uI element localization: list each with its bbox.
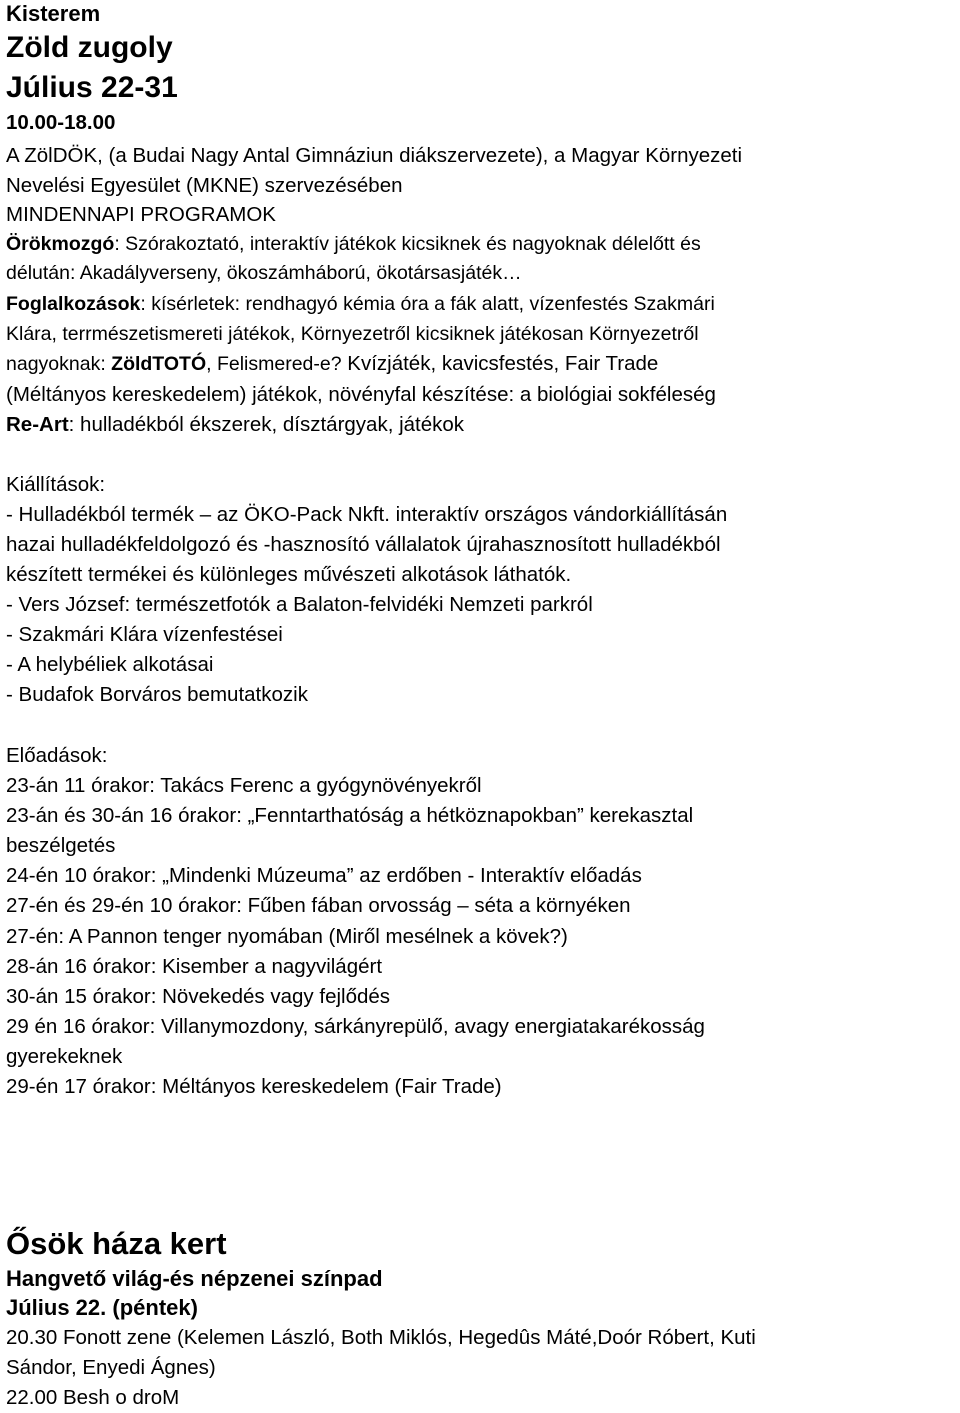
section-date: Július 22-31 xyxy=(6,71,178,104)
reart-label: Re-Art xyxy=(6,413,69,436)
reart-line xyxy=(6,410,464,440)
orokmozgo-line: délután: Akadályverseny, ökoszámháború, ökotársasjáték… xyxy=(6,262,522,284)
foglalkozasok-text: : kísérletek: rendhagyó kémia óra a fák alatt, vízenfestés Szakmári xyxy=(140,293,715,315)
foglalkozasok-label: Foglalkozások xyxy=(6,293,141,315)
kiallitas-line: - A helybéliek alkotásai xyxy=(6,653,214,676)
eloadas-line: beszélgetés xyxy=(6,834,116,857)
orokmozgo-text: : Szórakoztató, interaktív játékok kicsiknek és nagyoknak délelőtt és xyxy=(114,233,701,255)
program-line: 22.00 Besh o droM xyxy=(6,1386,180,1409)
eloadas-line: 29-én 17 órakor: Méltányos kereskedelem (Fair Trade) xyxy=(6,1075,502,1098)
intro-line: Nevelési Egyesület (MKNE) szervezésében xyxy=(6,174,403,197)
reart-text: : hulladékból ékszerek, dísztárgyak, játékok xyxy=(68,413,465,436)
kiallitas-line: - Hulladékból termék – az ÖKO-Pack Nkft. interaktív országos vándorkiállításán xyxy=(6,503,728,526)
eloadas-line: 23-án és 30-án 16 órakor: „Fenntarthatóság a hétköznapokban” kerekasztal xyxy=(6,804,694,827)
eloadas-line: 24-én 10 órakor: „Mindenki Múzeuma” az erdőben - Interaktív előadás xyxy=(6,864,642,887)
kiallitasok-heading: Kiállítások: xyxy=(6,473,106,496)
foglalkozasok-line: (Méltányos kereskedelem) játékok, növényfal készítése: a biológiai sokféleség xyxy=(6,383,716,406)
orokmozgo-label: Örökmozgó xyxy=(6,233,115,255)
kiallitas-line: - Budafok Borváros bemutatkozik xyxy=(6,683,308,706)
kiallitas-line: hazai hulladékfeldolgozó és -hasznosító vállalatok újrahasznosított hulladékból xyxy=(6,533,721,556)
foglalkozasok-text: Kvízjáték, kavicsfestés, Fair Trade xyxy=(341,352,659,375)
intro-line: A ZölDÖK, (a Budai Nagy Antal Gimnáziun diákszervezete), a Magyar Környezeti xyxy=(6,144,743,167)
stage-date: Július 22. (péntek) xyxy=(6,1295,198,1320)
section-title: Zöld zugoly xyxy=(6,31,173,64)
foglalkozasok-line xyxy=(6,349,658,379)
eloadasok-heading: Előadások: xyxy=(6,744,108,767)
eloadas-line: gyerekeknek xyxy=(6,1045,123,1068)
stage-title: Hangvető világ-és népzenei színpad xyxy=(6,1266,383,1291)
foglalkozasok-line xyxy=(6,289,715,319)
foglalkozasok-text: , Felismered-e? xyxy=(206,353,342,375)
eloadas-line: 30-án 15 órakor: Növekedés vagy fejlődés xyxy=(6,985,391,1008)
eloadas-line: 27-én: A Pannon tenger nyomában (Miről mesélnek a kövek?) xyxy=(6,925,568,948)
eloadas-line: 28-án 16 órakor: Kisember a nagyvilágért xyxy=(6,955,383,978)
program-line: 20.30 Fonott zene (Kelemen László, Both Miklós, Hegedûs Máté,Doór Róbert, Kuti xyxy=(6,1326,756,1349)
venue-label: Kisterem xyxy=(6,1,101,26)
intro-line: MINDENNAPI PROGRAMOK xyxy=(6,203,276,226)
kiallitas-line: - Vers József: természetfotók a Balaton-felvidéki Nemzeti parkról xyxy=(6,593,593,616)
eloadas-line: 27-én és 29-én 10 órakor: Fűben fában orvosság – séta a környéken xyxy=(6,894,631,917)
orokmozgo-line xyxy=(6,229,701,259)
kiallitas-line: készített termékei és különleges művészeti alkotások láthatók. xyxy=(6,563,572,586)
eloadas-line: 29 én 16 órakor: Villanymozdony, sárkányrepülő, avagy energiatakarékosság xyxy=(6,1015,705,1038)
zoldtoto-label: ZöldTOTÓ xyxy=(111,353,207,375)
osok-haza-title: Ősök háza kert xyxy=(6,1226,227,1261)
section-time: 10.00-18.00 xyxy=(6,111,116,134)
program-line: Sándor, Enyedi Ágnes) xyxy=(6,1356,216,1379)
eloadas-line: 23-án 11 órakor: Takács Ferenc a gyógynövényekről xyxy=(6,774,482,797)
kiallitas-line: - Szakmári Klára vízenfestései xyxy=(6,623,283,646)
foglalkozasok-line: Klára, terrmészetismereti játékok, Környezetről kicsiknek játékosan Környezetről xyxy=(6,323,699,345)
foglalkozasok-text: nagyoknak: xyxy=(6,353,112,375)
